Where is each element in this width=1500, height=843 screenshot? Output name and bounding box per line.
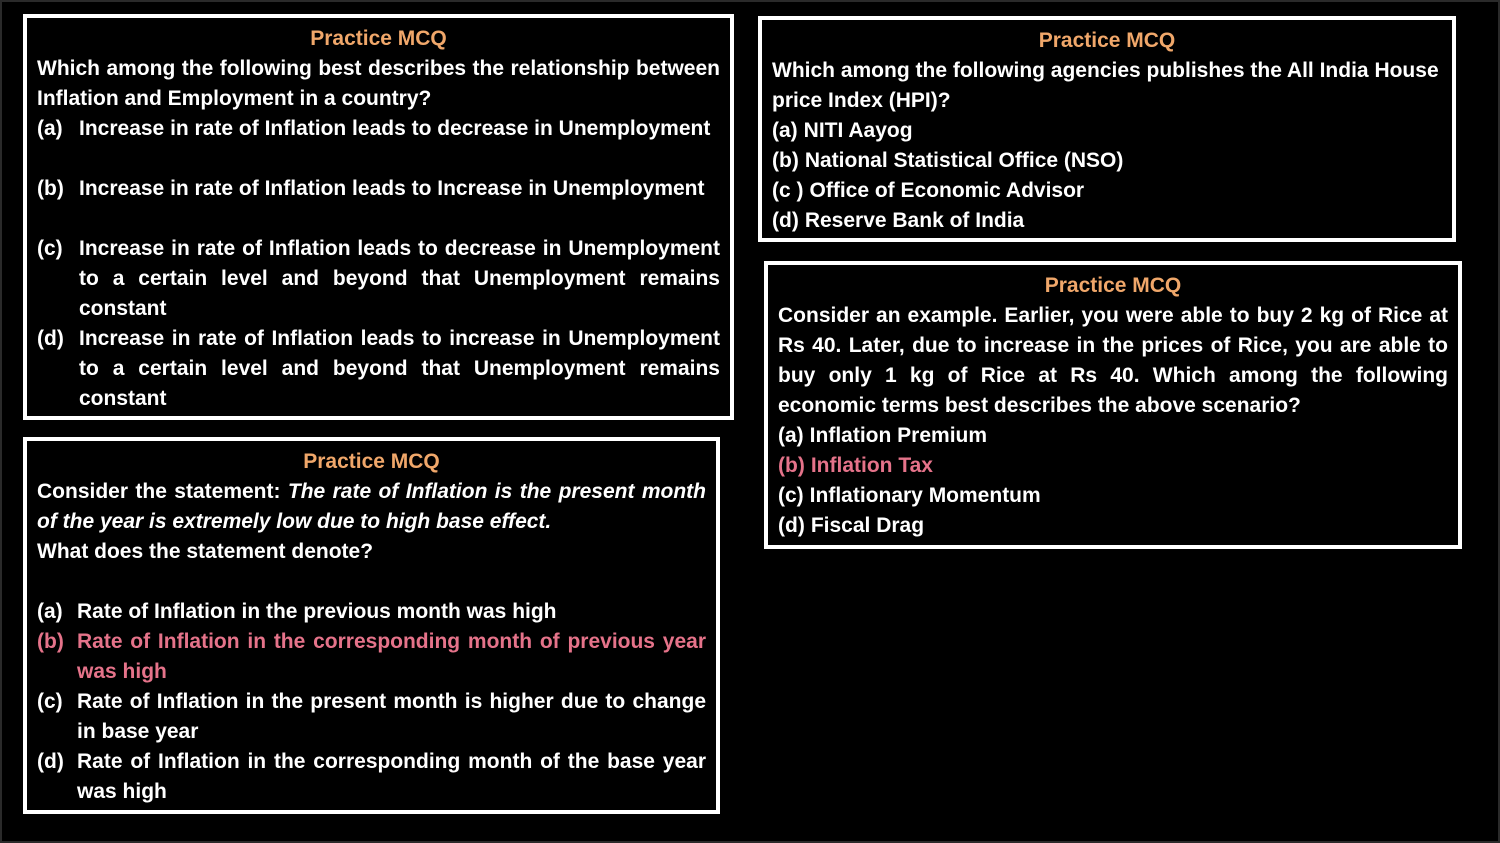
options-list <box>778 421 1448 541</box>
option-label: (d) <box>37 327 64 350</box>
option-a[interactable] <box>37 597 706 627</box>
option-text: Increase in rate of Inflation leads to Increase in Unemployment <box>79 177 705 200</box>
mcq-card-inflation-employment <box>23 14 734 420</box>
option-label: (c) <box>37 690 63 713</box>
option-a[interactable] <box>772 116 1442 146</box>
options-list <box>772 116 1442 236</box>
option-text: Increase in rate of Inflation leads to increase in Unemployment to a certain level and beyond that Unemployment remains constant <box>79 327 720 410</box>
option-b-correct[interactable] <box>778 451 1448 481</box>
card-title: Practice MCQ <box>1044 274 1182 297</box>
option-label: (a) <box>778 424 804 447</box>
option-text: Rate of Inflation in the corresponding month of the base year was high <box>77 750 706 803</box>
mcq-card-rice-example <box>764 261 1462 549</box>
option-label: (c ) <box>772 179 804 202</box>
option-b[interactable] <box>37 174 720 234</box>
option-d[interactable] <box>778 511 1448 541</box>
option-label: (a) <box>37 117 63 140</box>
question-text <box>37 477 706 537</box>
option-label: (a) <box>37 600 63 623</box>
option-label: (b) <box>772 149 799 172</box>
option-c[interactable] <box>37 234 720 324</box>
option-text: Increase in rate of Inflation leads to decrease in Unemployment to a certain level and beyond that Unemployment remains constant <box>79 237 720 320</box>
question-text: Which among the following agencies publishes the All India House price Index (HPI)? <box>772 59 1439 112</box>
option-c[interactable] <box>778 481 1448 511</box>
card-title: Practice MCQ <box>1038 29 1176 52</box>
option-d[interactable] <box>772 206 1442 236</box>
option-d[interactable] <box>37 324 720 414</box>
option-label: (b) <box>778 454 805 477</box>
option-b-correct[interactable] <box>37 627 706 687</box>
option-label: (d) <box>772 209 799 232</box>
option-text: Rate of Inflation in the previous month was high <box>77 600 557 623</box>
mcq-card-base-effect <box>23 437 720 814</box>
option-label: (c) <box>778 484 804 507</box>
option-text: NITI Aayog <box>803 119 913 142</box>
option-text: Fiscal Drag <box>810 514 925 537</box>
option-label: (b) <box>37 630 64 653</box>
option-label: (a) <box>772 119 798 142</box>
option-a[interactable] <box>37 114 720 174</box>
option-text: Office of Economic Advisor <box>809 179 1085 202</box>
option-text: National Statistical Office (NSO) <box>804 149 1124 172</box>
option-b[interactable] <box>772 146 1442 176</box>
option-label: (b) <box>37 177 64 200</box>
option-d[interactable] <box>37 747 706 807</box>
question-prefix: Consider the statement: <box>37 480 288 503</box>
option-text: Inflationary Momentum <box>809 484 1041 507</box>
option-label: (c) <box>37 237 63 260</box>
card-title: Practice MCQ <box>310 27 447 50</box>
option-a[interactable] <box>778 421 1448 451</box>
option-text: Inflation Premium <box>809 424 988 447</box>
option-text: Reserve Bank of India <box>804 209 1025 232</box>
option-text: Rate of Inflation in the corresponding month of previous year was high <box>77 630 706 683</box>
card-title: Practice MCQ <box>303 450 440 473</box>
options-list <box>37 597 706 807</box>
option-text: Inflation Tax <box>810 454 933 477</box>
option-c[interactable] <box>772 176 1442 206</box>
option-c[interactable] <box>37 687 706 747</box>
options-list <box>37 114 720 414</box>
option-label: (d) <box>37 750 64 773</box>
option-text: Increase in rate of Inflation leads to decrease in Unemployment <box>79 117 711 140</box>
spacer <box>37 567 706 597</box>
quoted-statement: The rate of Inflation is the present month of the year is extremely low due to high base effect. <box>37 480 706 533</box>
mcq-card-hpi <box>758 16 1456 242</box>
option-text: Rate of Inflation in the present month is higher due to change in base year <box>77 690 706 743</box>
question-text: Which among the following best describes the relationship between Inflation and Employment in a country? <box>37 57 720 110</box>
question-followup: What does the statement denote? <box>37 540 374 563</box>
question-text: Consider an example. Earlier, you were able to buy 2 kg of Rice at Rs 40. Later, due to increase in the prices of Rice, you are able to buy only 1 kg of Rice at Rs 40. Which among the following economic terms best describes the above scenario? <box>778 304 1448 417</box>
option-label: (d) <box>778 514 805 537</box>
